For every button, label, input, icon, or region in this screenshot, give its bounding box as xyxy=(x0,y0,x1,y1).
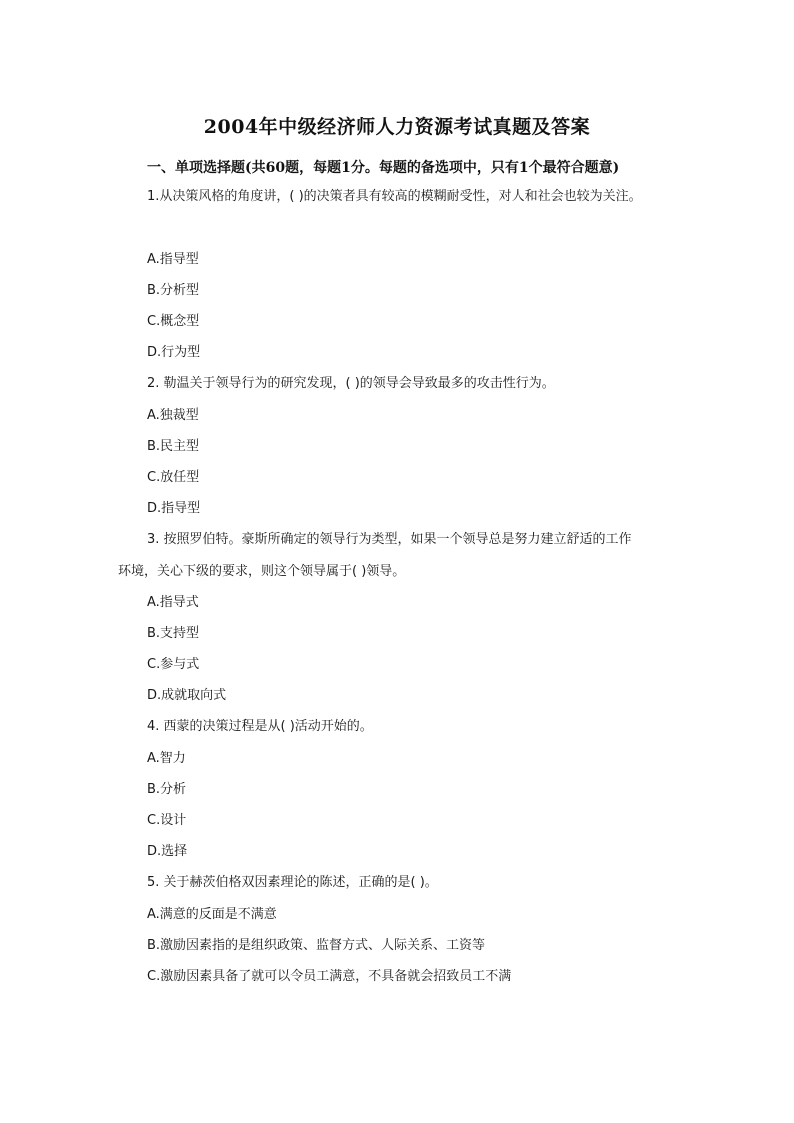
question-3-option-c: C.参与式 xyxy=(147,657,200,672)
question-1-option-c: C.概念型 xyxy=(147,314,200,329)
question-1-option-a: A.指导型 xyxy=(147,252,199,267)
question-5-stem: 5. 关于赫茨伯格双因素理论的陈述，正确的是( )。 xyxy=(147,875,438,890)
question-5-option-c: C.激励因素具备了就可以令员工满意，不具备就会招致员工不满 xyxy=(147,969,512,984)
question-4-stem: 4. 西蒙的决策过程是从( )活动开始的。 xyxy=(147,719,373,734)
question-3-stem-continued: 环境，关心下级的要求，则这个领导属于( )领导。 xyxy=(118,564,406,579)
question-1-option-b: B.分析型 xyxy=(147,283,200,298)
question-4-option-a: A.智力 xyxy=(147,751,186,766)
question-3-option-a: A.指导式 xyxy=(147,595,199,610)
question-2-option-c: C.放任型 xyxy=(147,470,200,485)
question-1-option-d: D.行为型 xyxy=(147,345,201,360)
question-3-option-b: B.支持型 xyxy=(147,626,200,641)
question-4-option-c: C.设计 xyxy=(147,813,187,828)
section-heading: 一、单项选择题(共60题，每题1分。每题的备选项中，只有1个最符合题意) xyxy=(147,160,620,176)
question-2-stem: 2. 勒温关于领导行为的研究发现，( )的领导会导致最多的攻击性行为。 xyxy=(147,376,555,391)
question-5-option-a: A.满意的反面是不满意 xyxy=(147,907,277,922)
question-3-stem: 3. 按照罗伯特。豪斯所确定的领导行为类型，如果一个领导总是努力建立舒适的工作 xyxy=(147,532,632,547)
question-2-option-a: A.独裁型 xyxy=(147,408,199,423)
question-1-stem: 1.从决策风格的角度讲，( )的决策者具有较高的模糊耐受性，对人和社会也较为关注。 xyxy=(147,189,642,204)
question-5-option-b: B.激励因素指的是组织政策、监督方式、人际关系、工资等 xyxy=(147,938,486,953)
question-2-option-d: D.指导型 xyxy=(147,501,201,516)
question-4-option-b: B.分析 xyxy=(147,782,187,797)
question-4-option-d: D.选择 xyxy=(147,844,188,859)
question-3-option-d: D.成就取向式 xyxy=(147,688,227,703)
document-title: 2004年中级经济师人力资源考试真题及答案 xyxy=(203,116,591,138)
question-2-option-b: B.民主型 xyxy=(147,439,200,454)
